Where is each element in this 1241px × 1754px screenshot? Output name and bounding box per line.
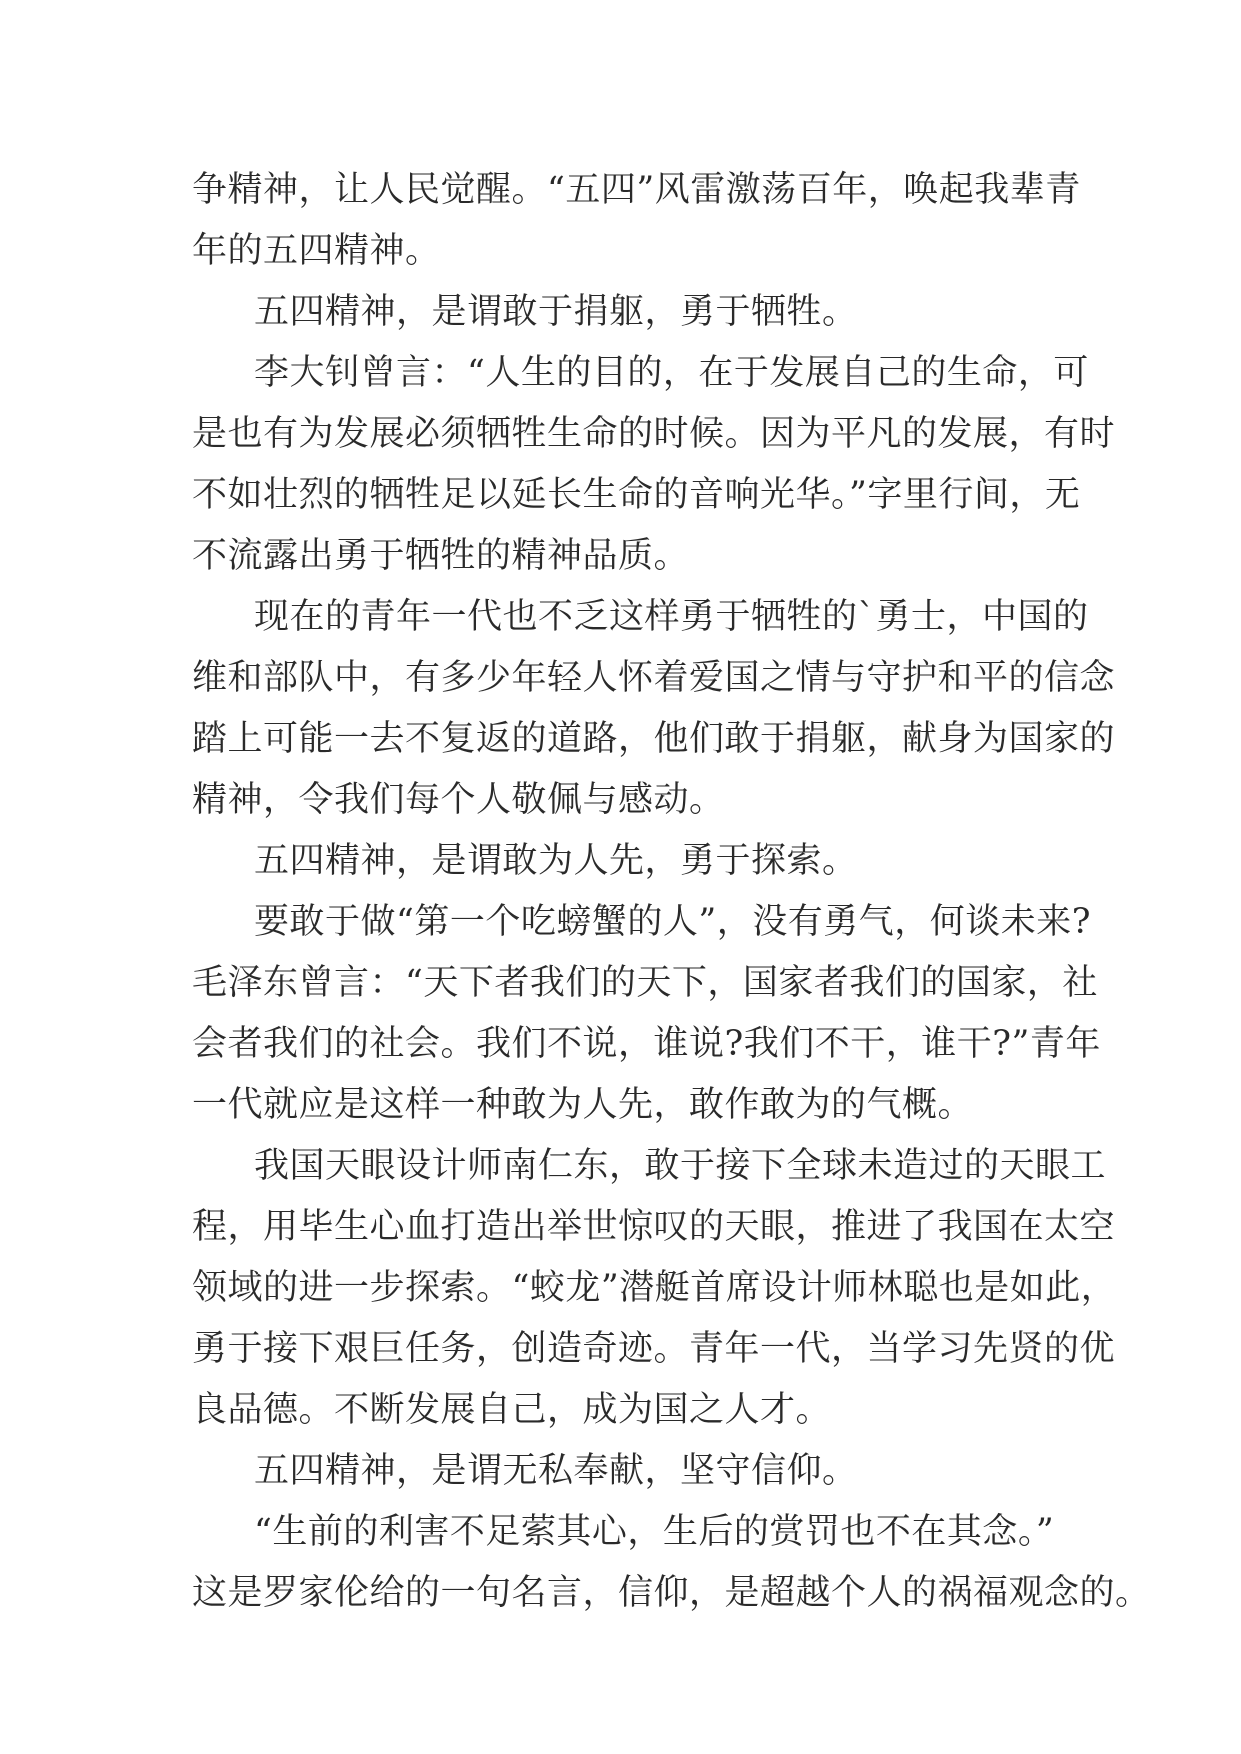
text-line: 踏上可能一去不复返的道路，他们敢于捐躯，献身为国家的 xyxy=(192,719,1116,759)
section-heading-line: 五四精神，是谓敢于捐躯，勇于牺牲。 xyxy=(254,292,858,332)
text-line: 争精神，让人民觉醒。“五四”风雷激荡百年，唤起我辈青 xyxy=(192,170,1081,210)
paragraph-start-line: 李大钊曾言：“人生的目的，在于发展自己的生命，可 xyxy=(254,353,1089,393)
paragraph-start-line: “生前的利害不足萦其心，生后的赏罚也不在其念。” xyxy=(254,1512,1055,1552)
text-line: 会者我们的社会。我们不说，谁说?我们不干，谁干?”青年 xyxy=(192,1024,1101,1064)
text-line: 毛泽东曾言：“天下者我们的天下，国家者我们的国家，社 xyxy=(192,963,1098,1003)
section-heading-line: 五四精神，是谓敢为人先，勇于探索。 xyxy=(254,841,858,881)
text-line: 年的五四精神。 xyxy=(192,231,441,271)
text-line: 精神，令我们每个人敬佩与感动。 xyxy=(192,780,725,820)
text-line: 不如壮烈的牺牲足以延长生命的音响光华。”字里行间，无 xyxy=(192,475,1081,515)
text-line: 良品德。不断发展自己，成为国之人才。 xyxy=(192,1390,832,1430)
text-line: 维和部队中，有多少年轻人怀着爱国之情与守护和平的信念 xyxy=(192,658,1116,698)
document-body xyxy=(192,160,1151,1624)
paragraph-start-line: 现在的青年一代也不乏这样勇于牺牲的`勇士，中国的 xyxy=(254,597,1089,637)
paragraph-start-line: 我国天眼设计师南仁东，敢于接下全球未造过的天眼工 xyxy=(254,1146,1107,1186)
paragraph-start-line: 要敢于做“第一个吃螃蟹的人”，没有勇气，何谈未来? xyxy=(254,902,1092,942)
section-heading-line: 五四精神，是谓无私奉献，坚守信仰。 xyxy=(254,1451,858,1491)
text-line: 程，用毕生心血打造出举世惊叹的天眼，推进了我国在太空 xyxy=(192,1207,1116,1247)
text-line: 不流露出勇于牺牲的精神品质。 xyxy=(192,536,690,576)
text-line: 是也有为发展必须牺牲生命的时候。因为平凡的发展，有时 xyxy=(192,414,1116,454)
text-line: 领域的进一步探索。“蛟龙”潜艇首席设计师林聪也是如此， xyxy=(192,1268,1117,1308)
text-line: 一代就应是这样一种敢为人先，敢作敢为的气概。 xyxy=(192,1085,974,1125)
text-line: 这是罗家伦给的一句名言，信仰，是超越个人的祸福观念的。 xyxy=(192,1573,1151,1613)
text-line: 勇于接下艰巨任务，创造奇迹。青年一代，当学习先贤的优 xyxy=(192,1329,1116,1369)
